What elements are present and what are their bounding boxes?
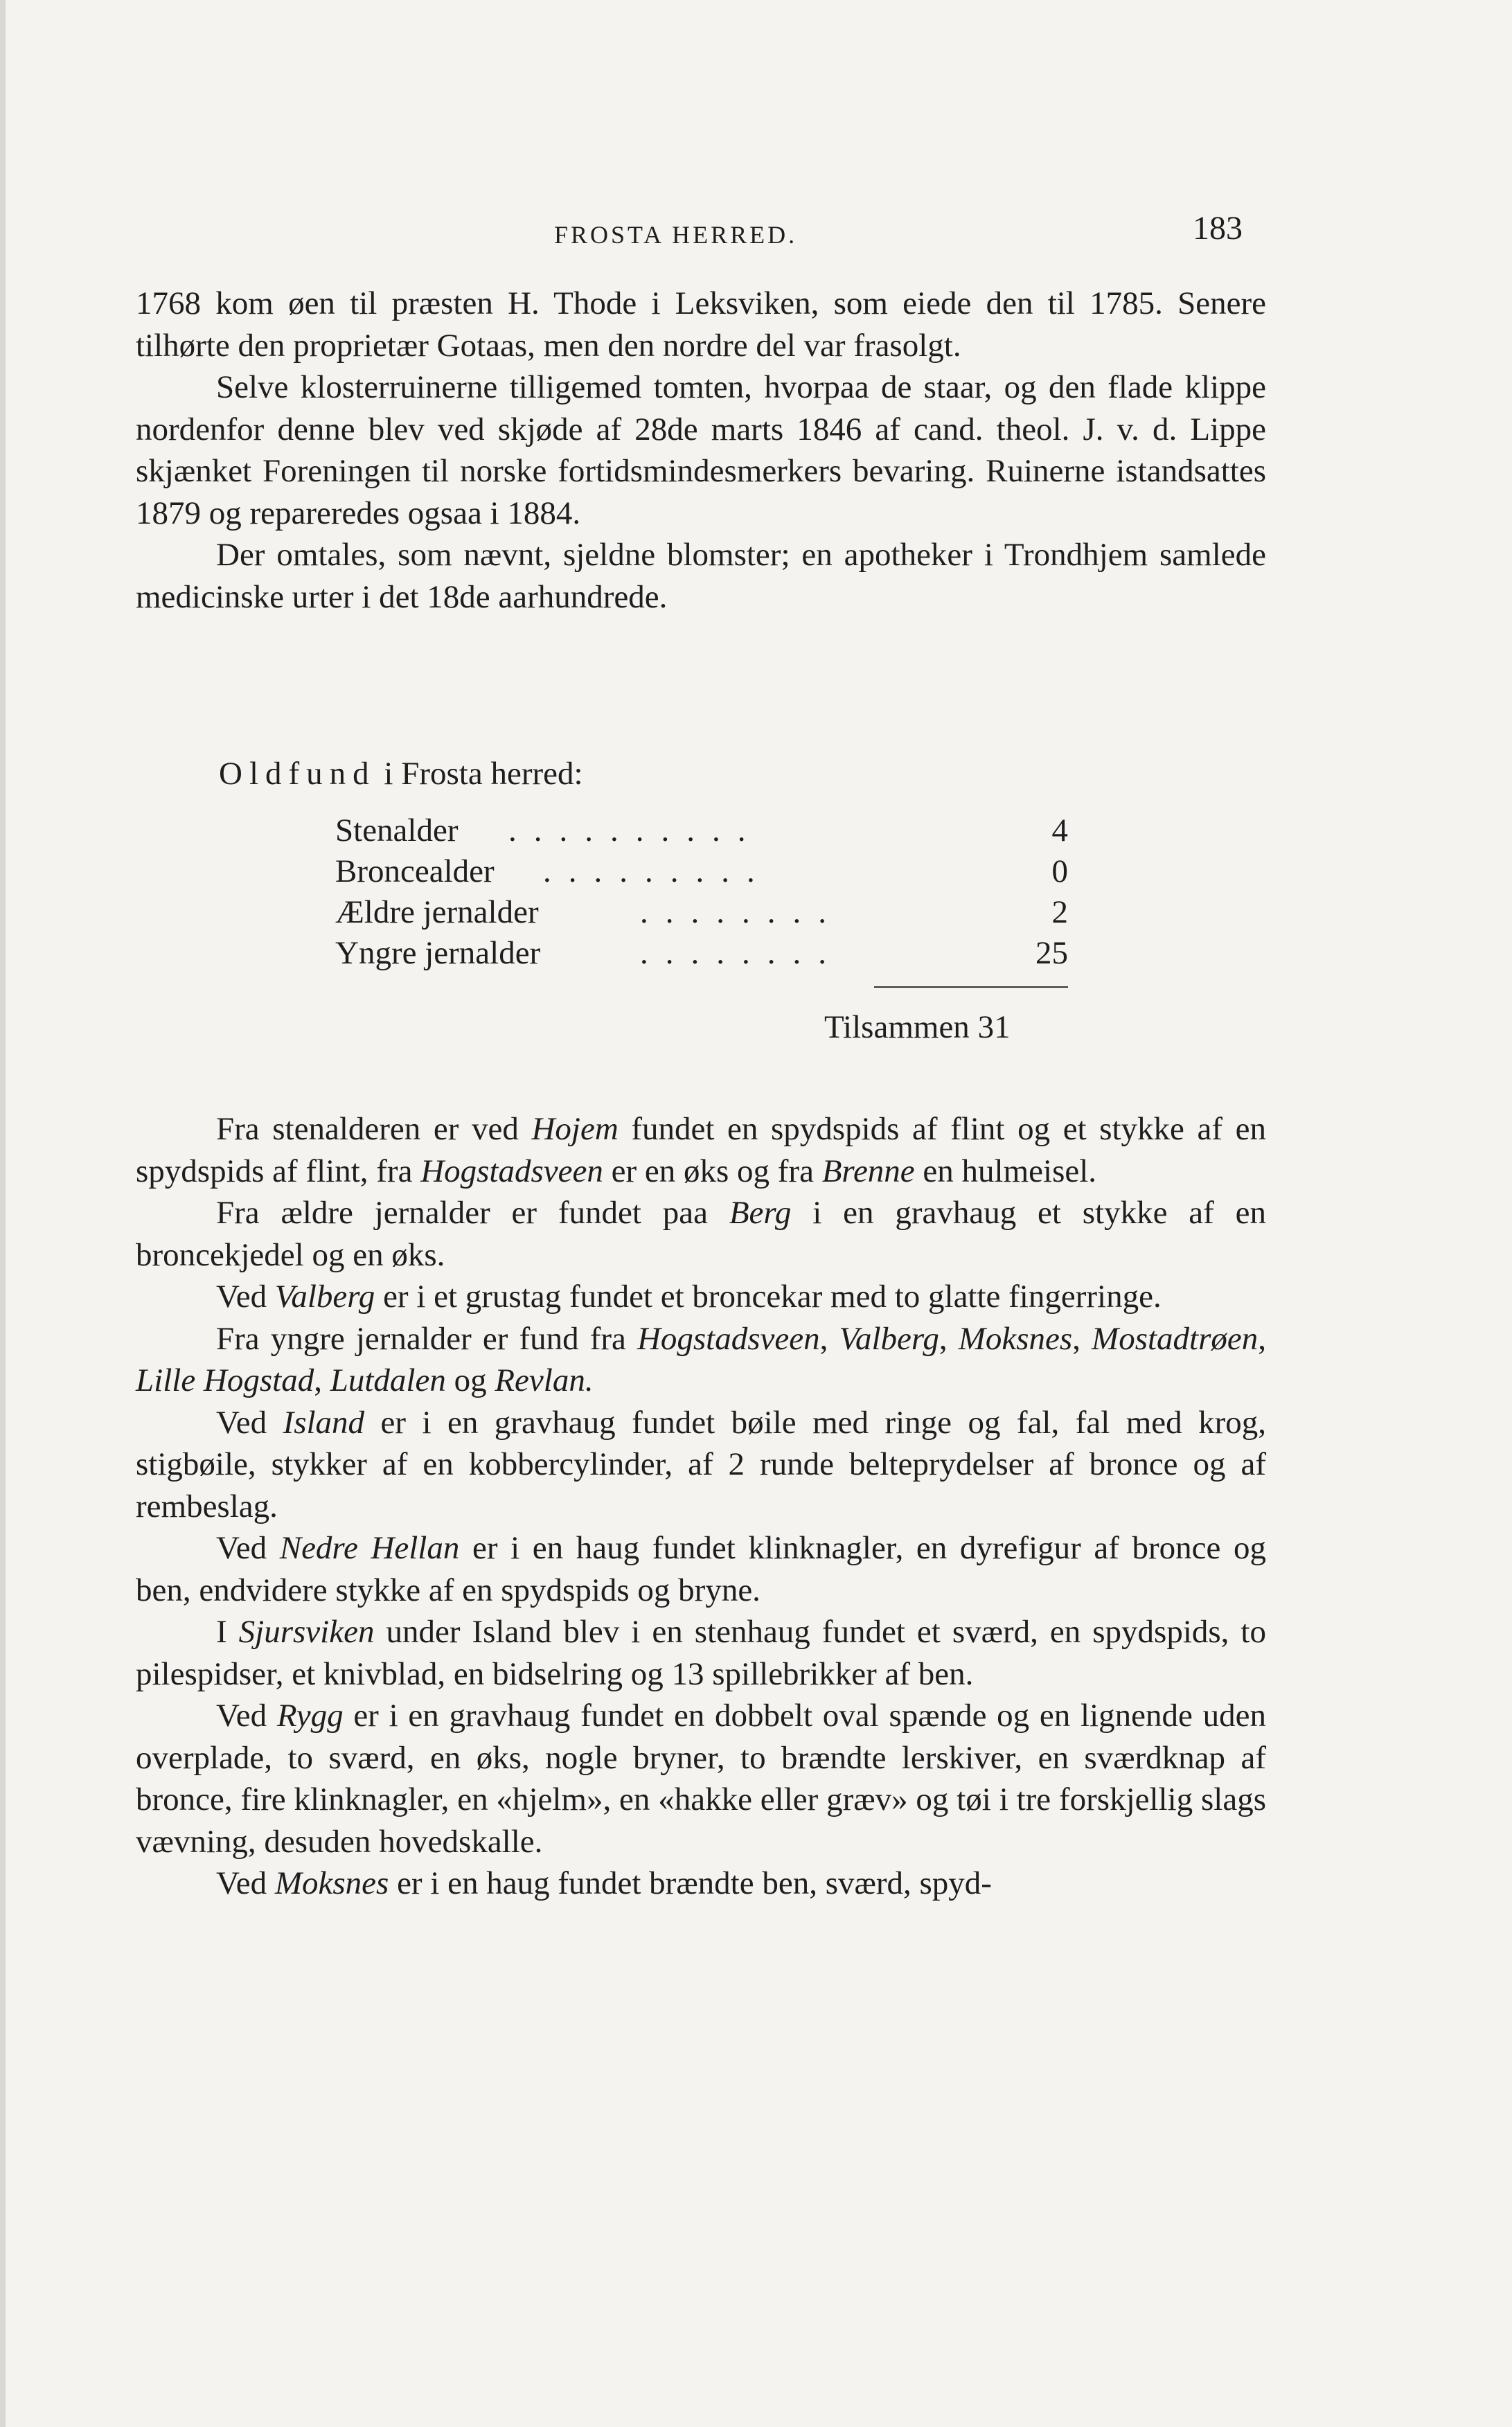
finds-table bbox=[335, 810, 1068, 974]
place-name: Rygg bbox=[276, 1698, 344, 1734]
place-name: Hogstadsveen bbox=[637, 1320, 820, 1357]
running-head: FROSTA HERRED. bbox=[554, 221, 798, 249]
place-name: Valberg bbox=[274, 1279, 375, 1315]
finds-row-label: Stenalder bbox=[335, 812, 459, 848]
finds-heading bbox=[219, 755, 583, 792]
finds-paragraph-6: Ved Nedre Hellan er i en haug fundet klinknagler, en dyrefigur af bronce og ben, endvidere stykke af en spydspids og bryne. bbox=[136, 1530, 1267, 1608]
finds-paragraph-2: Fra ældre jernalder er fundet paa Berg i en gravhaug et stykke af en broncekjedel og en øks. bbox=[136, 1195, 1266, 1273]
page-edge-shadow bbox=[0, 0, 6, 2427]
place-name: Valberg bbox=[839, 1320, 939, 1357]
finds-paragraph-3: Ved Valberg er i et grustag fundet et broncekar med to glatte fingerringe. bbox=[216, 1279, 1162, 1315]
intro-text bbox=[136, 283, 1266, 618]
finds-row-value: 4 bbox=[1051, 812, 1068, 848]
finds-total-value: 31 bbox=[977, 1009, 1011, 1045]
finds-row-label: Yngre jernalder bbox=[335, 935, 541, 971]
place-name: Nedre Hellan bbox=[279, 1530, 460, 1566]
finds-row bbox=[335, 933, 1068, 974]
finds-paragraph-5: Ved Island er i en gravhaug fundet bøile med ringe og fal, fal med krog, stigbøile, stykker af en kobbercylinder, af 2 runde belteprydelser af bronce og af rembeslag. bbox=[136, 1404, 1266, 1524]
finds-paragraph-9: Ved Moksnes er i en haug fundet brændte ben, sværd, spyd- bbox=[216, 1865, 992, 1901]
place-name: Hojem bbox=[531, 1111, 619, 1147]
finds-row bbox=[335, 810, 1068, 851]
place-name: Moksnes bbox=[958, 1320, 1073, 1357]
finds-row-value: 2 bbox=[1051, 894, 1068, 930]
finds-heading-rest: i Frosta herred: bbox=[384, 756, 583, 792]
finds-total bbox=[824, 1008, 1011, 1046]
page-number: 183 bbox=[1193, 210, 1243, 247]
finds-paragraph-7: I Sjursviken under Island blev i en stenhaug fundet et sværd, en spydspids, to pilespidser, et knivblad, en bidselring og 13 spillebrikker af ben. bbox=[136, 1614, 1266, 1692]
finds-row-leader: ........ bbox=[640, 935, 844, 971]
sum-rule-divider bbox=[874, 986, 1068, 988]
place-name: Lille Hogstad bbox=[136, 1362, 314, 1398]
place-name: Lutdalen bbox=[330, 1362, 446, 1398]
place-name: Island bbox=[283, 1404, 365, 1441]
place-name: Hogstadsveen bbox=[420, 1153, 603, 1189]
finds-row-label: Broncealder bbox=[335, 853, 495, 889]
finds-heading-spaced: Oldfund bbox=[219, 756, 376, 792]
finds-paragraph-4: Fra yngre jernalder er fund fra Hogstadsveen, Valberg, Moksnes, Mostadtrøen, Lille Hogstad, Lutdalen og Revlan. bbox=[136, 1320, 1267, 1398]
finds-row-value: 25 bbox=[1035, 935, 1068, 971]
finds-row-leader: ........ bbox=[640, 894, 844, 930]
intro-paragraph-2: Selve klosterruinerne tilligemed tomten, hvorpaa de staar, og den flade klippe nordenfor denne blev ved skjøde af 28de marts 1846 af cand. theol. J. v. d. Lippe skjænket Foreningen til norske fortidsmindesmerkers bevaring. Ruinerne istandsattes 1879 og repareredes ogsaa i 1884. bbox=[136, 369, 1266, 531]
finds-row-leader: .......... bbox=[508, 812, 763, 848]
intro-paragraph-3: Der omtales, som nævnt, sjeldne blomster; en apotheker i Trondhjem samlede medicinske urter i det 18de aarhundrede. bbox=[136, 537, 1266, 615]
place-name: Moksnes bbox=[274, 1865, 389, 1901]
finds-row-label: Ældre jernalder bbox=[335, 894, 539, 930]
finds-paragraph-8: Ved Rygg er i en gravhaug fundet en dobbelt oval spænde og en lignende uden overplade, to sværd, en øks, nogle bryner, to brændte lerskiver, en sværdknap af bronce, fire klinknagler, en «hjelm», en «hakke eller græv» og tøi i tre forskjellig slags vævning, desuden hovedskalle. bbox=[136, 1698, 1266, 1860]
finds-total-label: Tilsammen bbox=[824, 1009, 970, 1045]
finds-row bbox=[335, 892, 1068, 933]
place-name: Sjursviken bbox=[238, 1614, 375, 1650]
intro-paragraph-1: 1768 kom øen til præsten H. Thode i Leksviken, som eiede den til 1785. Senere tilhørte den proprietær Gotaas, men den nordre del var frasolgt. bbox=[136, 285, 1266, 364]
finds-row-value: 0 bbox=[1051, 853, 1068, 889]
finds-row bbox=[335, 851, 1068, 892]
place-name: Brenne bbox=[821, 1153, 915, 1189]
place-name: Mostadtrøen bbox=[1092, 1320, 1258, 1357]
finds-row-leader: ......... bbox=[543, 853, 772, 889]
place-name: Revlan. bbox=[495, 1362, 594, 1398]
finds-paragraph-1: Fra stenalderen er ved Hojem fundet en spydspids af flint og et stykke af en spydspids af flint, fra Hogstadsveen er en øks og fra Brenne en hulmeisel. bbox=[136, 1111, 1267, 1189]
finds-description bbox=[136, 1108, 1266, 1905]
place-name: Berg bbox=[729, 1195, 792, 1231]
